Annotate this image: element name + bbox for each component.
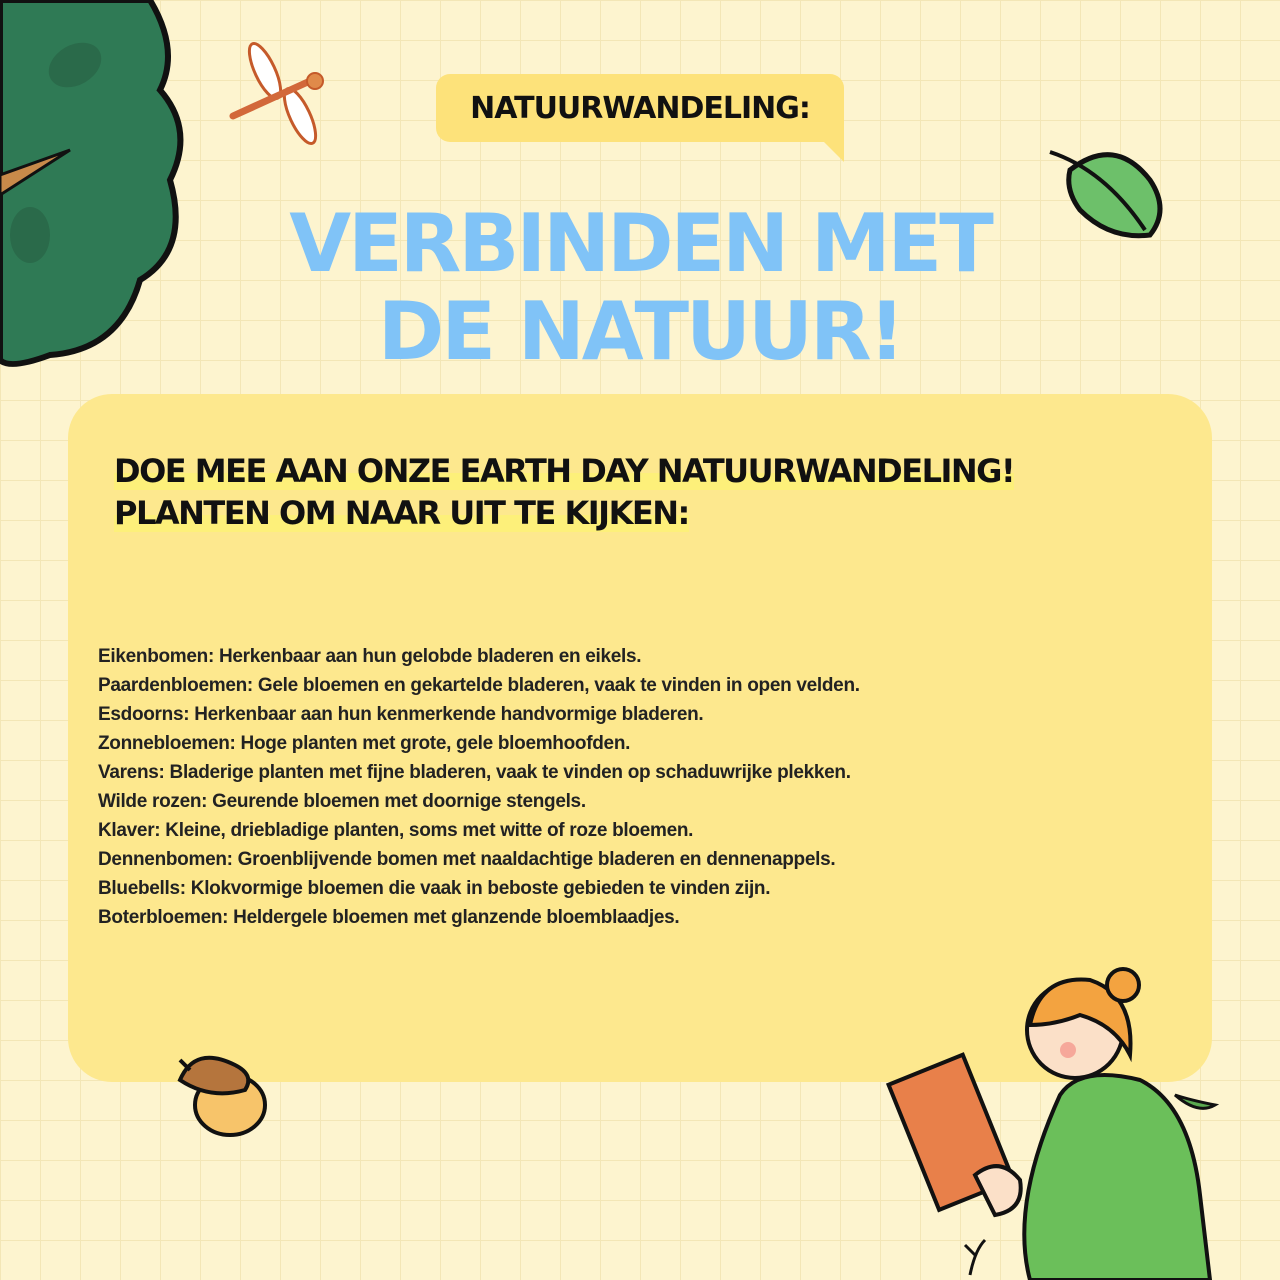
tag-tail <box>820 138 844 162</box>
tree-illustration <box>0 0 200 380</box>
page-title <box>200 197 1080 378</box>
heading-line-2: PLANTEN OM NAAR UIT TE KIJKEN: <box>114 494 689 532</box>
card-heading <box>114 450 1114 534</box>
list-item: Esdoorns: Herkenbaar aan hun kenmerkende handvormige bladeren. <box>98 704 704 725</box>
girl-reading-illustration <box>880 965 1220 1280</box>
list-item: Klaver: Kleine, driebladige planten, soms met witte of roze bloemen. <box>98 820 694 841</box>
list-item: Boterbloemen: Heldergele bloemen met glanzende bloemblaadjes. <box>98 907 680 928</box>
heading-line-1: DOE MEE AAN ONZE EARTH DAY NATUURWANDELING! <box>114 452 1015 490</box>
list-item: Bluebells: Klokvormige bloemen die vaak in beboste gebieden te vinden zijn. <box>98 878 771 899</box>
list-item: Zonnebloemen: Hoge planten met grote, gele bloemhoofden. <box>98 733 631 754</box>
event-tag: NATUURWANDELING: <box>436 74 844 142</box>
list-item: Eikenbomen: Herkenbaar aan hun gelobde bladeren en eikels. <box>98 646 642 667</box>
list-item: Paardenbloemen: Gele bloemen en gekartelde bladeren, vaak te vinden in open velden. <box>98 675 860 696</box>
title-line-2: DE NATUUR! <box>377 285 903 378</box>
dragonfly-icon <box>225 36 335 156</box>
list-item: Dennenbomen: Groenblijvende bomen met naaldachtige bladeren en dennenappels. <box>98 849 836 870</box>
list-item: Wilde rozen: Geurende bloemen met doornige stengels. <box>98 791 586 812</box>
acorn-icon <box>165 1040 275 1140</box>
plant-list <box>98 642 1148 932</box>
list-item: Varens: Bladerige planten met fijne bladeren, vaak te vinden op schaduwrijke plekken. <box>98 762 851 783</box>
title-line-1: VERBINDEN MET <box>289 197 991 290</box>
